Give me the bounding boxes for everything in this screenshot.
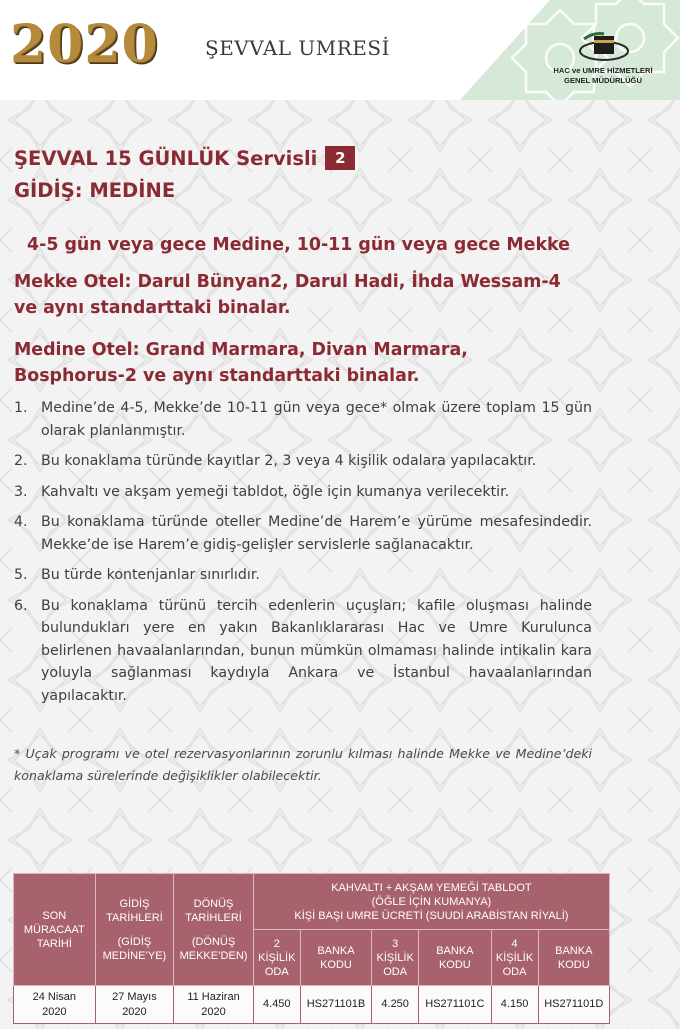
cell-son-muracaat: 24 Nisan 2020: [14, 986, 96, 1024]
header-umre-ucreti: KAHVALTI + AKŞAM YEMEĞİ TABLDOT (ÖĞLE İÇİN KUMANYA) KİŞİ BAŞI UMRE ÜCRETİ (SUUDİ ARABİSTAN RİYALİ): [253, 874, 609, 930]
corner-ornament: [440, 0, 680, 100]
cell-price-4: 4.150: [491, 986, 538, 1024]
cell-code-4: HS271101D: [538, 986, 609, 1024]
header-2-kisilik: 2 KİŞİLİK ODA: [253, 930, 300, 986]
title-row: [14, 146, 355, 170]
page-subtitle: GİDİŞ: MEDİNE: [14, 179, 176, 202]
list-item: 3. Kahvaltı ve akşam yemeği tabldot, öğle için kumanya verilecektir.: [14, 483, 510, 500]
cell-price-2: 4.450: [253, 986, 300, 1024]
header-banka-kodu-3: BANKA KODU: [419, 930, 491, 986]
medine-hotel-line1: Medine Otel: Grand Marmara, Divan Marmara,: [14, 340, 468, 360]
list-item: 5. Bu türde kontenjanlar sınırlıdır.: [14, 567, 260, 583]
cell-code-3: HS271101C: [419, 986, 491, 1024]
page-title: ŞEVVAL 15 GÜNLÜK Servisli: [14, 146, 318, 170]
list-item: 6. Bu konaklama türünü tercih edenlerin uçuşları; kafile oluşması halinde bulundukları yere en yakın Bakanlıklararası Hac ve Umre Kurulunca belirlenen havaalanlarından, bunun mümkün olmaması halinde intikalin kara yoluyla sağlanması kaydıyla Ankara ve İstanbul havaalanlarından yapılacaktır.: [14, 597, 592, 704]
cell-price-3: 4.250: [372, 986, 419, 1024]
kaaba-logo-icon: [578, 30, 630, 64]
header-banka-kodu-2: BANKA KODU: [300, 930, 371, 986]
header-donus-tarihleri: DÖNÜŞ TARİHLERİ (DÖNÜŞ MEKKE’DEN): [174, 874, 254, 986]
duration-summary: 4-5 gün veya gece Medine, 10-11 gün veya gece Mekke: [27, 235, 570, 255]
list-item: 1. Medine’de 4-5, Mekke’de 10-11 gün veya gece* olmak üzere toplam 15 gün olarak planlanmıştır.: [14, 400, 592, 439]
cell-gidis: 27 Mayıs 2020: [95, 986, 174, 1024]
org-name-line1: HAC ve UMRE HİZMETLERİ: [553, 66, 653, 75]
header-gidis-tarihleri: GİDİŞ TARİHLERİ (GİDİŞ MEDİNE’YE): [95, 874, 174, 986]
list-item: 4. Bu konaklama türünde oteller Medine’de Harem’e yürüme mesafesindedir. Mekke’de ise Harem’e gidiş-gelişler servislerle sağlanacaktır.: [14, 514, 592, 553]
conditions-list: [14, 397, 592, 715]
org-name-line2: GENEL MÜDÜRLÜĞÜ: [564, 76, 642, 85]
umre-title: ŞEVVAL UMRESİ: [205, 36, 391, 60]
footnote: * Uçak programı ve otel rezervasyonlarının zorunlu kılması halinde Mekke ve Medine’deki konaklama sürelerinde değişiklikler olabilecektir.: [14, 746, 592, 783]
list-item: 2. Bu konaklama türünde kayıtlar 2, 3 veya 4 kişilik odalara yapılacaktır.: [14, 453, 537, 469]
header-3-kisilik: 3 KİŞİLİK ODA: [372, 930, 419, 986]
mekke-hotel-line2: ve aynı standarttaki binalar.: [14, 298, 291, 318]
header-banka-kodu-4: BANKA KODU: [538, 930, 609, 986]
cell-donus: 11 Haziran 2020: [174, 986, 254, 1024]
year-heading: 2020: [10, 14, 159, 75]
header-4-kisilik: 4 KİŞİLİK ODA: [491, 930, 538, 986]
table-row: [14, 986, 610, 1024]
header-son-muracaat: SON MÜRACAAT TARİHİ: [14, 874, 96, 986]
cell-code-2: HS271101B: [300, 986, 371, 1024]
page-header: [0, 0, 680, 100]
mekke-hotel-line1: Mekke Otel: Darul Bünyan2, Darul Hadi, İhda Wessam-4: [14, 272, 561, 292]
price-table: [13, 873, 610, 1024]
medine-hotel-line2: Bosphorus-2 ve aynı standarttaki binalar.: [14, 366, 420, 386]
number-badge: 2: [325, 146, 355, 170]
